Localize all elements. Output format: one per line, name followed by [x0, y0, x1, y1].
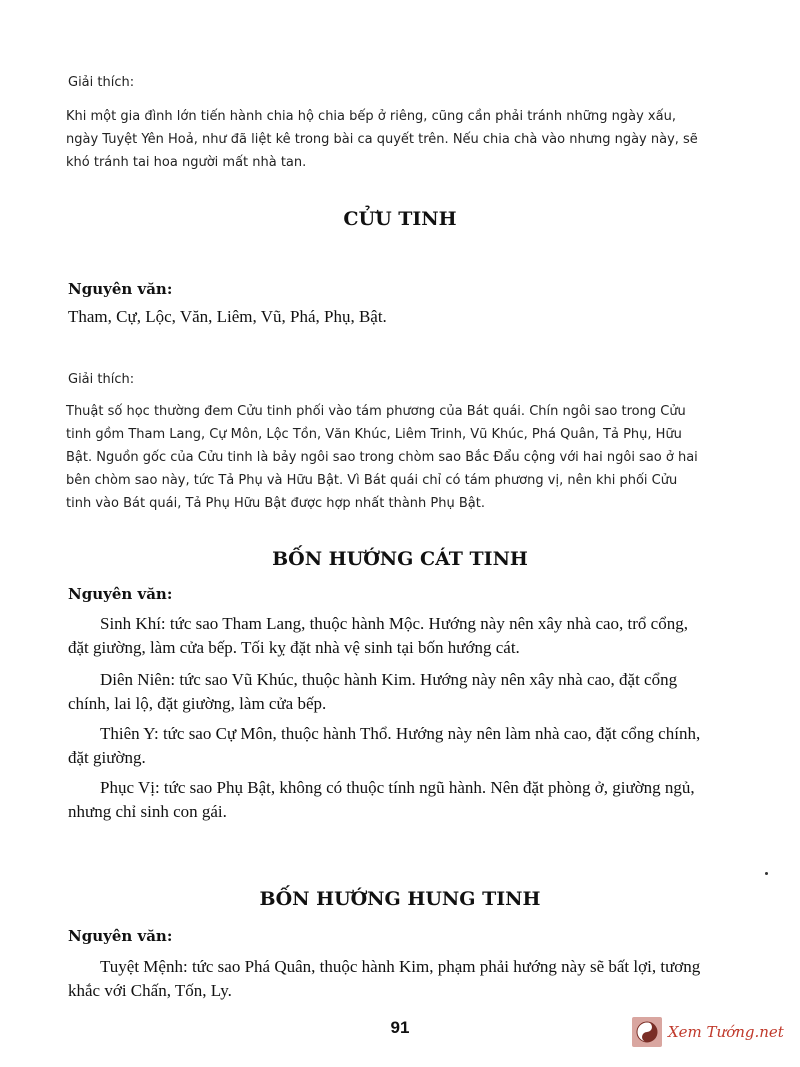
original-text: Tham, Cự, Lộc, Văn, Liêm, Vũ, Phá, Phụ, Bật. — [68, 307, 387, 326]
stray-dot — [765, 872, 768, 875]
section-heading-cuu-tinh: CỬU TINH — [343, 208, 457, 230]
note-text: Thuật số học thường đem Cửu tinh phối vào tám phương của Bát quái. Chín ngôi sao trong Cửu tinh gồm Tham Lang, Cự Môn, Lộc Tồn, Văn Khúc, Liêm Trinh, Vũ Khúc, Phá Quân, Tả Phụ, Hữu Bật. Nguồn gốc của Cửu tinh là bảy ngôi sao trong chòm sao Bắc Đẩu cộng với hai ngôi sao ở hai bên chòm sao này, tức Tả Phụ và Hữu Bật. Vì Bát quái chỉ có tám phương vị, nên khi phối Cửu tinh vào Bát quái, Tả Phụ Hữu Bật được hợp nhất thành Phụ Bật. — [66, 404, 698, 511]
paragraph: Tuyệt Mệnh: tức sao Phá Quân, thuộc hành Kim, phạm phải hướng này sẽ bất lợi, tương khắc với Chấn, Tốn, Ly. — [68, 957, 701, 1000]
note-label: Giải thích: — [68, 372, 135, 387]
original-text-label: Nguyên văn: — [68, 585, 173, 603]
watermark — [632, 1015, 784, 1049]
paragraph: Diên Niên: tức sao Vũ Khúc, thuộc hành Kim. Hướng này nên xây nhà cao, đặt cổng chính, lai lộ, đặt giường, làm cửa bếp. — [68, 670, 678, 713]
original-text-label: Nguyên văn: — [68, 280, 173, 298]
note-text: Khi một gia đình lớn tiến hành chia hộ chia bếp ở riêng, cũng cần phải tránh những ngày xấu, ngày Tuyệt Yên Hoả, như đã liệt kê trong bài ca quyết trên. Nếu chia chà vào nhưng ngày này, sẽ khó tránh tai hoa người mất nhà tan. — [66, 109, 698, 170]
paragraph: Sinh Khí: tức sao Tham Lang, thuộc hành Mộc. Hướng này nên xây nhà cao, trổ cổng, đặt giường, làm cửa bếp. Tối kỵ đặt nhà vệ sinh tại bốn hướng cát. — [68, 614, 688, 657]
paragraph: Phục Vị: tức sao Phụ Bật, không có thuộc tính ngũ hành. Nên đặt phòng ở, giường ngủ, nhưng chỉ sinh con gái. — [68, 778, 695, 821]
page-number: 91 — [390, 1018, 410, 1037]
note-label: Giải thích: — [68, 75, 135, 90]
section-heading-hung-tinh: BỐN HƯỚNG HUNG TINH — [259, 888, 541, 910]
paragraph: Thiên Y: tức sao Cự Môn, thuộc hành Thổ. Hướng này nên làm nhà cao, đặt cổng chính, đặt giường. — [68, 724, 701, 767]
original-text-label: Nguyên văn: — [68, 927, 173, 945]
section-heading-cat-tinh: BỐN HƯỚNG CÁT TINH — [272, 548, 528, 570]
watermark-text: Xem Tướng.net — [668, 1023, 784, 1041]
yin-yang-icon — [632, 1017, 662, 1047]
